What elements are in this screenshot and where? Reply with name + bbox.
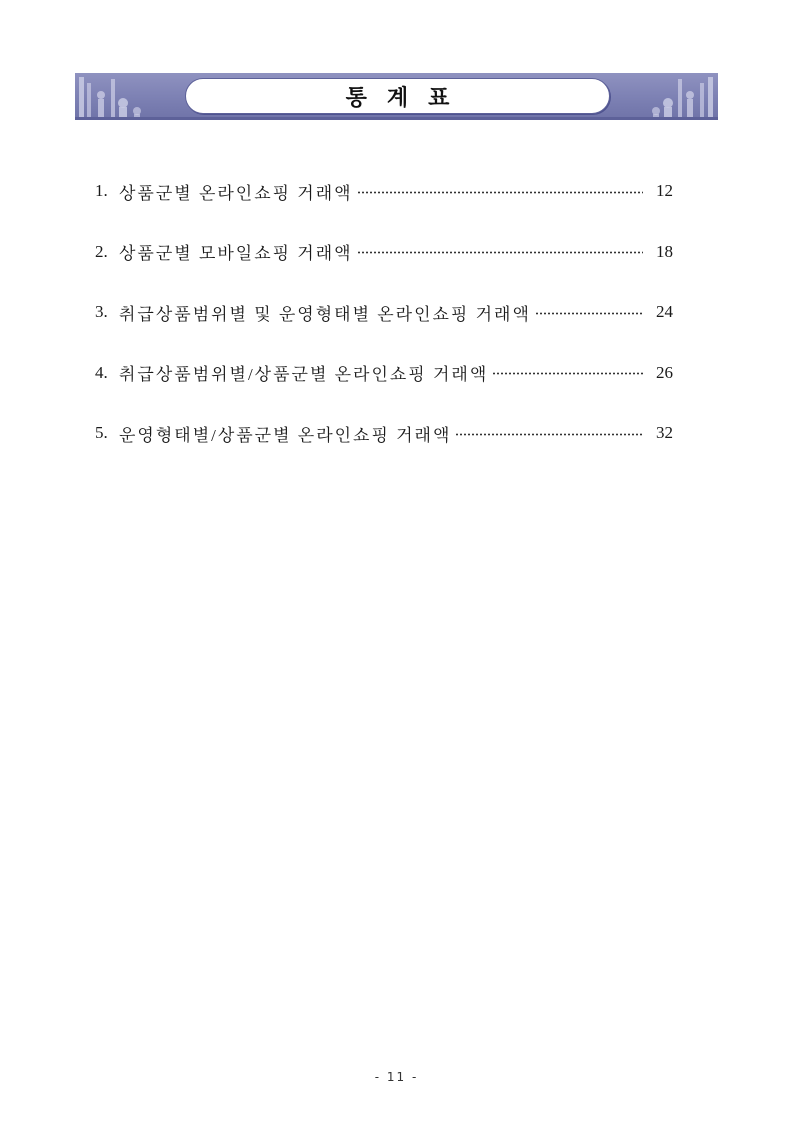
toc-entry-1[interactable] — [95, 176, 673, 206]
dot-leader — [535, 312, 643, 315]
toc-entry-label: 취급상품범위별 및 운영형태별 온라인쇼핑 거래액 — [119, 304, 531, 324]
toc-entry-4[interactable] — [95, 358, 673, 388]
toc-entry-number: 1. — [95, 181, 108, 200]
dot-leader — [492, 372, 643, 375]
dot-leader — [357, 251, 643, 254]
toc-entry-2[interactable] — [95, 237, 673, 267]
page-title: 통계표 — [345, 85, 470, 111]
toc-entry-page: 32 — [656, 423, 673, 442]
toc-entry-3[interactable] — [95, 297, 673, 327]
toc-entry-label: 상품군별 모바일쇼핑 거래액 — [119, 244, 353, 263]
toc-entry-page: 26 — [656, 362, 673, 382]
toc-entry-label: 운영형태별/상품군별 온라인쇼핑 거래액 — [119, 425, 452, 445]
dot-leader — [357, 191, 643, 194]
toc-entry-page: 12 — [656, 181, 673, 200]
toc-entry-number: 5. — [95, 423, 108, 442]
page-number: - 11 - — [374, 1070, 419, 1084]
toc-entry-label: 상품군별 온라인쇼핑 거래액 — [119, 183, 353, 203]
dot-leader — [455, 433, 643, 436]
toc-entry-number: 3. — [95, 302, 108, 321]
toc-entry-number: 2. — [95, 241, 108, 261]
toc-entry-page: 18 — [656, 241, 673, 261]
bar-chart-decoration-icon — [608, 73, 718, 120]
section-header-banner — [75, 73, 718, 120]
toc-entry-label: 취급상품범위별/상품군별 온라인쇼핑 거래액 — [119, 365, 489, 384]
title-pill — [185, 78, 610, 114]
banner-bottom-line — [75, 117, 718, 120]
toc-entry-number: 4. — [95, 362, 108, 382]
toc-entry-page: 24 — [656, 302, 673, 321]
toc-entry-5[interactable] — [95, 418, 673, 448]
table-of-contents — [95, 176, 673, 479]
bar-chart-decoration-icon — [75, 73, 185, 120]
